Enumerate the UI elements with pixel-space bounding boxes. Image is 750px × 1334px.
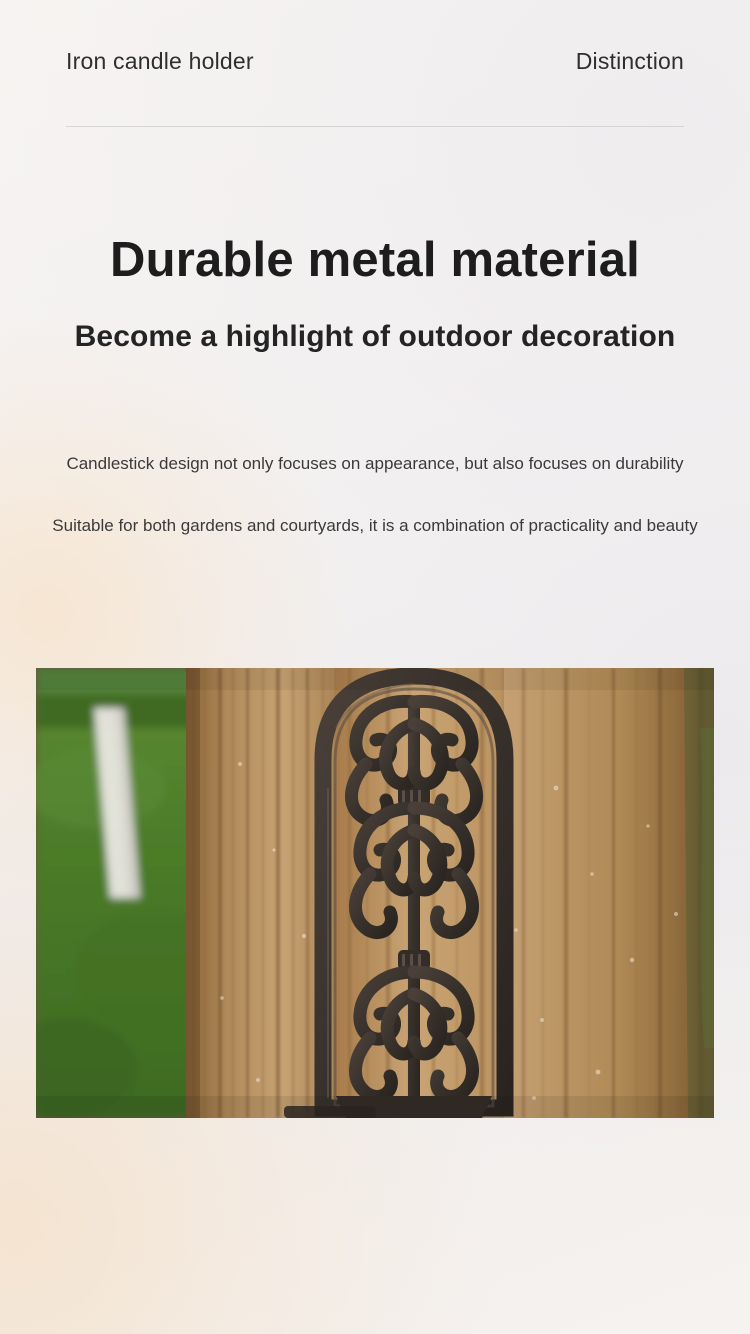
page-title: Durable metal material — [109, 233, 640, 287]
header-divider — [66, 126, 684, 127]
page-subtitle: Become a highlight of outdoor decoration — [74, 320, 676, 353]
section-label: Distinction — [575, 48, 684, 74]
product-photo — [36, 668, 714, 1118]
page-header — [66, 48, 684, 75]
description-line: Candlestick design not only focuses on appearance, but also focuses on durability — [66, 454, 684, 473]
description-line: Suitable for both gardens and courtyards, it is a combination of practicality and beauty — [52, 515, 698, 535]
product-name-label: Iron candle holder — [66, 48, 254, 74]
description-block — [0, 452, 750, 538]
product-photo-illustration — [36, 668, 714, 1118]
